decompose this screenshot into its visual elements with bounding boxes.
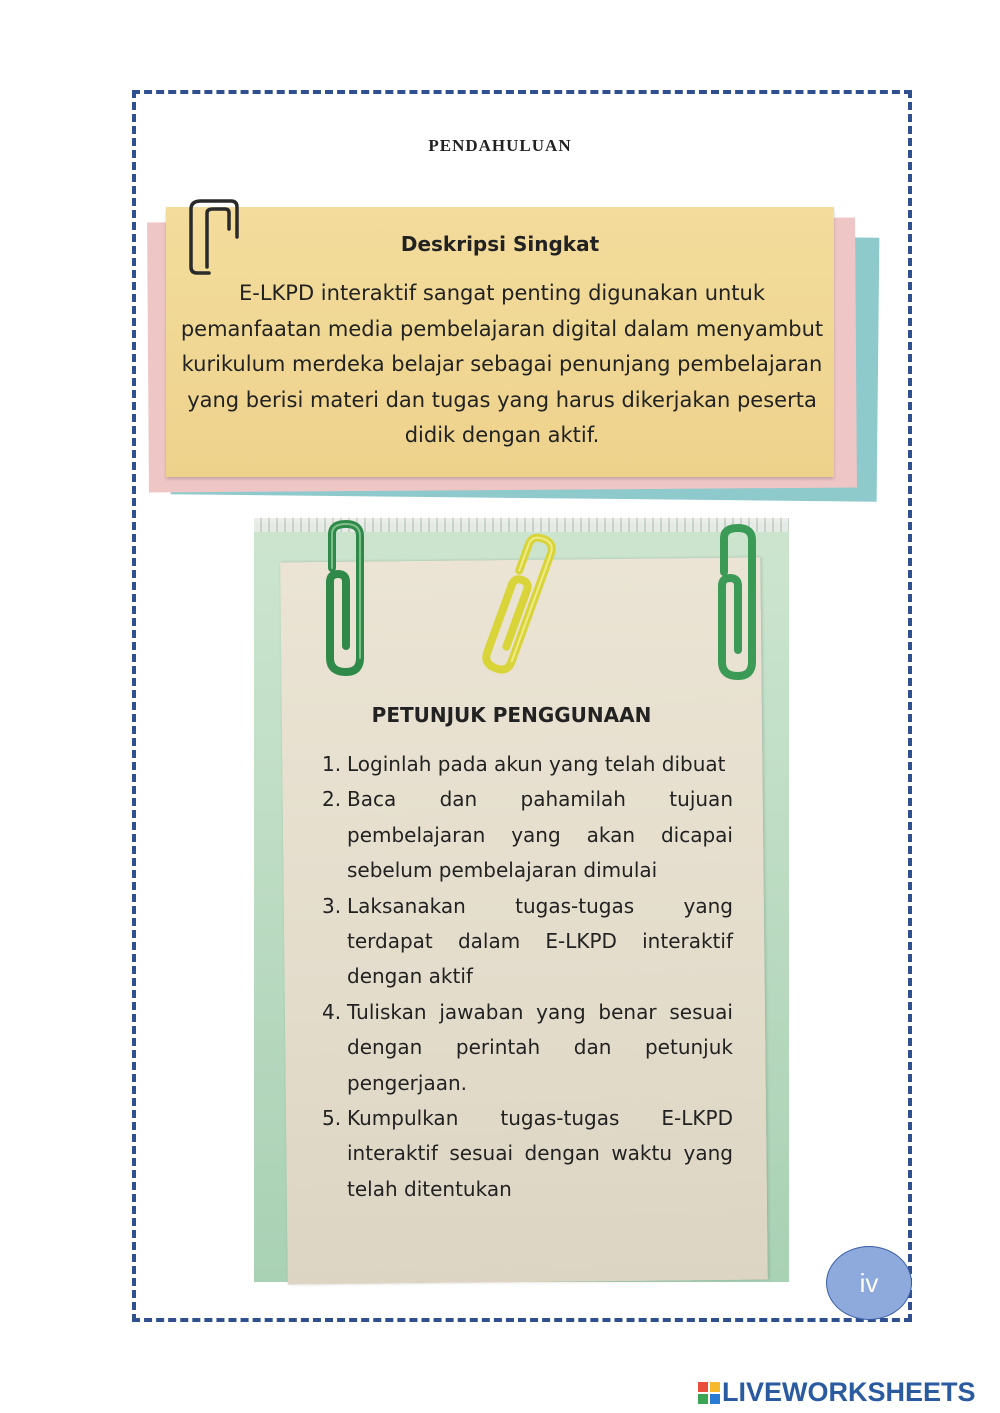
liveworksheets-logo-icon: [698, 1382, 720, 1404]
liveworksheets-brand[interactable]: [698, 1377, 976, 1408]
description-title: Deskripsi Singkat: [400, 232, 600, 256]
yellow-paper-clip-icon: [478, 528, 558, 678]
green-paper-clip-right-icon: [710, 522, 766, 682]
instructions-list: [322, 747, 733, 1207]
list-item: 5. Kumpulkan tugas-tugas E-LKPD interaktif sesuai dengan waktu yang telah ditentukan: [322, 1106, 733, 1201]
page-number-badge: iv: [826, 1246, 912, 1320]
green-paper-clip-icon: [318, 518, 374, 678]
list-item: 1. Loginlah pada akun yang telah dibuat: [322, 752, 726, 776]
list-item: 2. Baca dan pahamilah tujuan pembelajaran yang akan dicapai sebelum pembelajaran dimulai: [322, 787, 733, 883]
list-item: 3. Laksanakan tugas-tugas yang terdapat dalam E-LKPD interaktif dengan aktif: [322, 893, 733, 989]
description-body: E-LKPD interaktif sangat penting digunakan untuk pemanfaatan media pembelajaran digital dalam menyambut kurikulum merdeka belajar sebagai penunjang pembelajaran yang berisi materi dan tugas yang harus dikerjakan peserta didik dengan aktif.: [180, 281, 824, 447]
brand-name: LIVEWORKSHEETS: [722, 1377, 976, 1407]
list-item: 4. Tuliskan jawaban yang benar sesuai dengan perintah dan petunjuk pengerjaan.: [322, 999, 733, 1095]
instructions-title: PETUNJUK PENGGUNAAN: [371, 703, 652, 727]
page-heading: PENDAHULUAN: [428, 136, 572, 155]
